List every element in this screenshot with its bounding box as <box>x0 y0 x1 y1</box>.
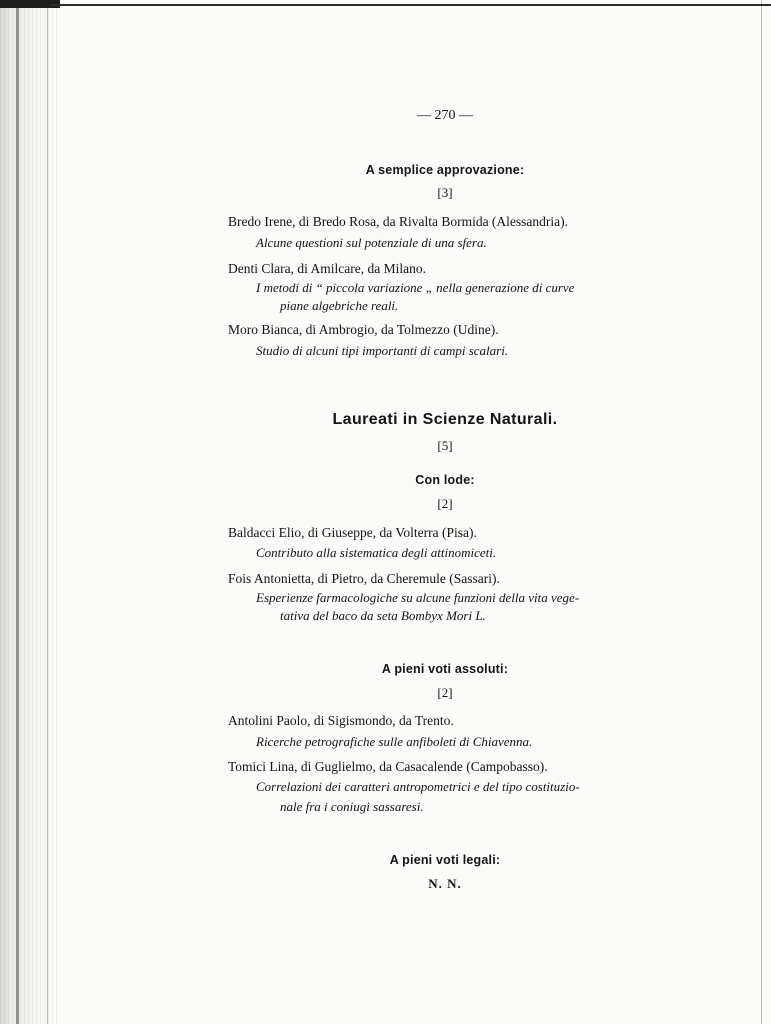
thesis-title-continued: piane algebriche reali. <box>280 298 399 313</box>
thesis-title: Contributo alla sistematica degli attinomiceti. <box>256 545 497 560</box>
thesis-title-continued: tativa del baco da seta Bombyx Mori L. <box>280 608 486 623</box>
graduate-name: Denti Clara, di Amilcare, da Milano. <box>228 261 426 276</box>
graduate-name: Moro Bianca, di Ambrogio, da Tolmezzo (Udine). <box>228 322 499 337</box>
group-subheading: Con lode: <box>415 473 475 487</box>
binding-shadow-line <box>16 0 19 1024</box>
graduate-name: Antolini Paolo, di Sigismondo, da Trento. <box>228 713 454 728</box>
section-subheading: A semplice approvazione: <box>365 163 525 177</box>
thesis-title: Alcune questioni sul potenziale di una sfera. <box>256 235 487 250</box>
scan-top-edge <box>50 4 771 6</box>
thesis-title-continued: nale fra i coniugi sassaresi. <box>280 799 424 814</box>
group-count: [2] <box>437 496 453 511</box>
binding-margin-line <box>47 0 48 1024</box>
thesis-title: I metodi di “ piccola variazione „ nella generazione di curve <box>256 280 575 295</box>
thesis-title: Ricerche petrografiche sulle anfiboleti di Chiavenna. <box>256 734 533 749</box>
group-count: N. N. <box>428 876 462 891</box>
graduate-name: Tomici Lina, di Guglielmo, da Casacalende (Campobasso). <box>228 759 548 774</box>
thesis-title: Esperienze farmacologiche su alcune funzioni della vita vege- <box>256 590 580 605</box>
group-subheading: A pieni voti legali: <box>389 853 501 867</box>
graduate-name: Baldacci Elio, di Giuseppe, da Volterra (Pisa). <box>228 525 477 540</box>
faculty-count: [5] <box>437 438 453 453</box>
page-number: — 270 — <box>417 108 473 123</box>
group-subheading: A pieni voti assoluti: <box>381 662 509 676</box>
thesis-title: Studio di alcuni tipi importanti di campi scalari. <box>256 343 509 358</box>
graduate-name: Bredo Irene, di Bredo Rosa, da Rivalta Bormida (Alessandria). <box>228 214 569 229</box>
group-count: [2] <box>437 685 453 700</box>
graduate-name: Fois Antonietta, di Pietro, da Cheremule (Sassari). <box>228 571 500 586</box>
book-binding-edge <box>0 0 58 1024</box>
thesis-title: Correlazioni dei caratteri antropometrici e del tipo costituzio- <box>256 779 580 794</box>
scan-right-edge <box>761 0 762 1024</box>
section-count: [3] <box>437 185 453 200</box>
faculty-heading: Laureati in Scienze Naturali. <box>332 411 558 428</box>
